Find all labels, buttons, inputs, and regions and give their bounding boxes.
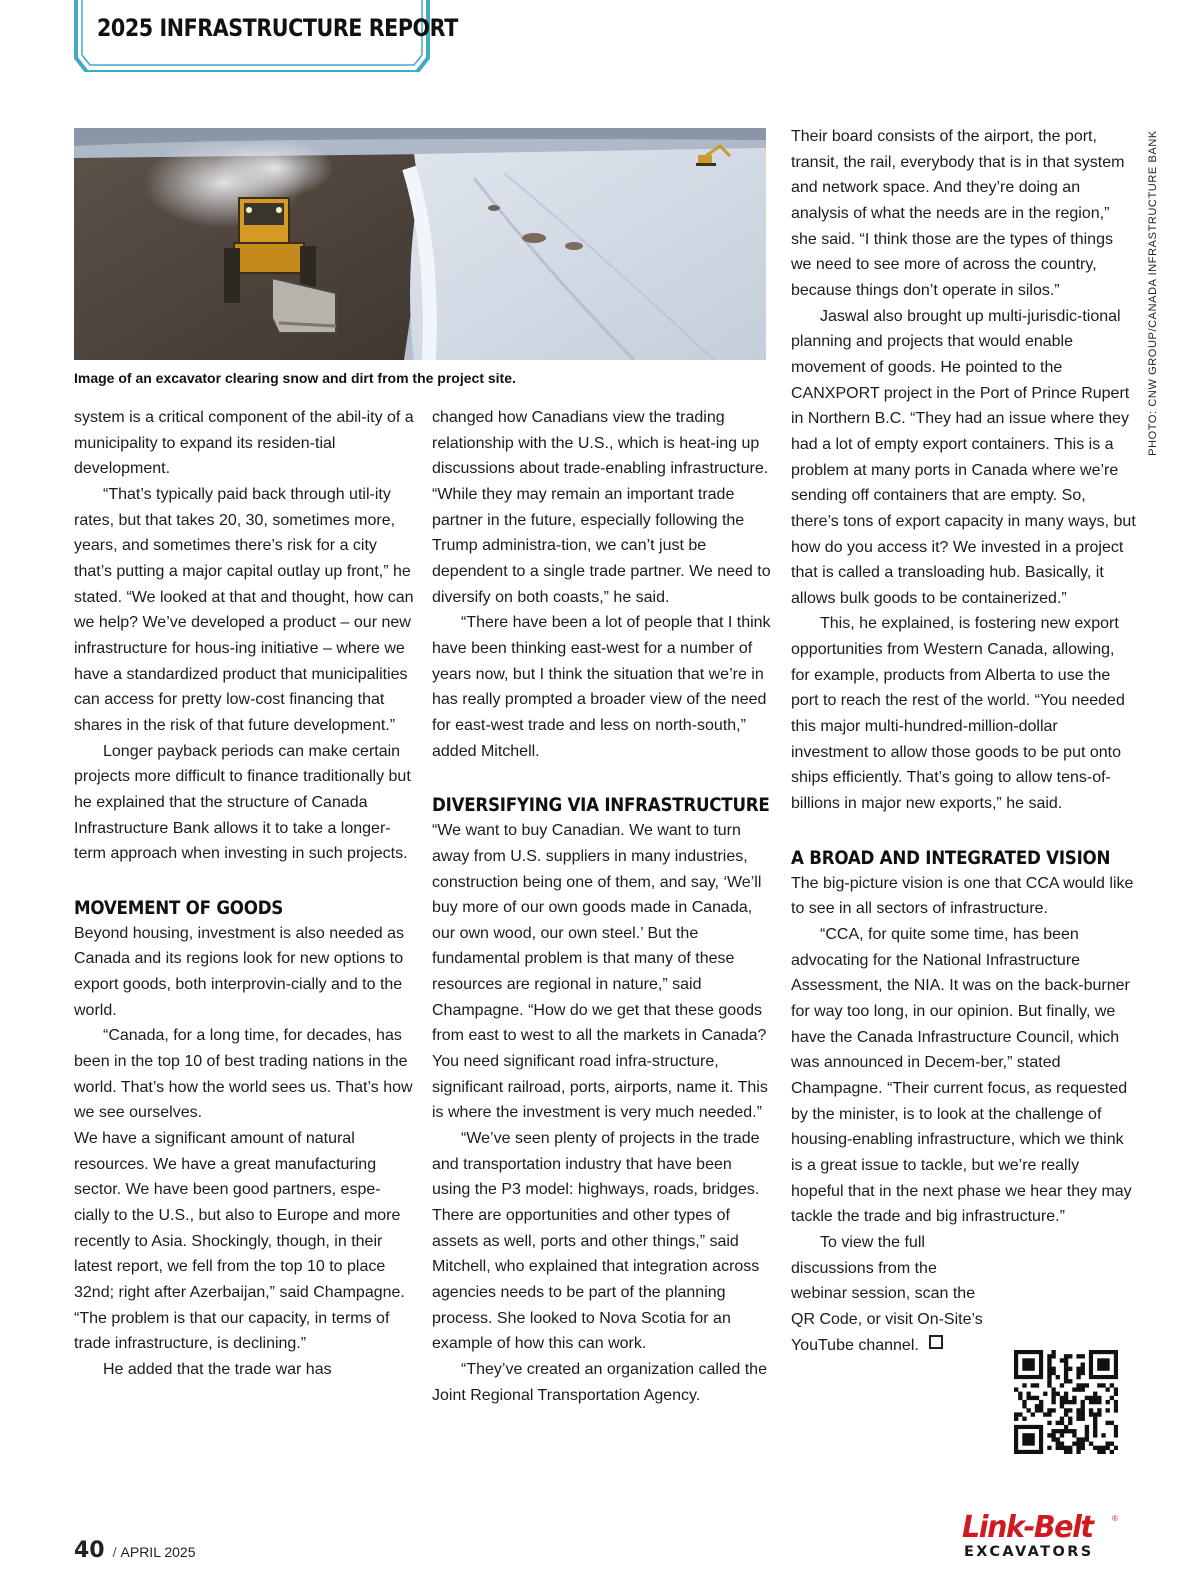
paragraph: changed how Canadians view the trading relationship with the U.S., which is heat-ing up discussions about trade-enabling infrastructure. “While they may remain an important trade partner in the future, especially following the Trump administra-tion, we can’t just be dependent to a single trade partner. We need to diversify on both coasts,” he said.: [432, 409, 771, 606]
logo-registered-mark: ®: [1112, 1514, 1118, 1523]
qr-call-to-action: [791, 1230, 996, 1358]
paragraph: Longer payback periods can make certain projects more difficult to finance traditionally but he explained that the structure of Canada Infrastructure Bank allows it to take a longer-term approach when investing in such projects.: [74, 742, 411, 863]
page-number: 40: [74, 1538, 105, 1563]
link-belt-logo[interactable]: [962, 1510, 1120, 1564]
page-footer: [74, 1538, 196, 1563]
excavator-photo: [74, 128, 766, 360]
paragraph: “We’ve seen plenty of projects in the trade and transportation industry that have been using the P3 model: highways, roads, bridges. There are opportunities and other types of assets as well, ports and other things,” said Mitchell, who explained that integration across agencies needs to be part of the planning process. She looked to Nova Scotia for an example of how this can work.: [432, 1130, 760, 1353]
paragraph: “That’s typically paid back through util-ity rates, but that takes 20, 30, sometimes more, years, and sometimes there’s risk for a city that’s putting a major capital outlay up front,” he stated. “We looked at that and thought, how can we help? We’ve developed a product – our new infrastructure for hous-ing initiative – where we have a standardized product that municipalities can access for pretty low-cost financing that shares in the risk of that future development.”: [74, 485, 414, 734]
paragraph: He added that the trade war has: [103, 1360, 332, 1378]
qr-code-graphic: [1014, 1350, 1118, 1454]
paragraph: The big-picture vision is one that CCA would like to see in all sectors of infrastructure.: [791, 874, 1134, 918]
qr-call-to-action-text: To view the full discussions from the webinar session, scan the QR Code, or visit On-Site’s YouTube channel.: [791, 1233, 983, 1354]
photo-credit: [1146, 130, 1160, 456]
article-column-1: [74, 405, 414, 1383]
section-header-tab: [73, 0, 458, 72]
article-column-3: [791, 124, 1136, 1358]
paragraph: Beyond housing, investment is also needed as Canada and its regions look for new options to export goods, both interprovin-cially and to the world.: [74, 924, 404, 1019]
subheading-diversifying: DIVERSIFYING VIA INFRASTRUCTURE: [432, 794, 770, 817]
article-column-2: [432, 405, 772, 1408]
photo-caption: Image of an excavator clearing snow and dirt from the project site.: [74, 370, 516, 386]
logo-subtitle: EXCAVATORS: [964, 1544, 1094, 1560]
footer-separator: /: [112, 1544, 117, 1560]
paragraph: “There have been a lot of people that I think have been thinking east-west for a number of years now, but I think the situation that we’re in has really prompted a broader view of the need for east-west trade and less on north-south,” added Mitchell.: [432, 614, 771, 760]
paragraph: “They’ve created an organization called the Joint Regional Transportation Agency.: [432, 1360, 767, 1404]
subheading-broad-vision: A BROAD AND INTEGRATED VISION: [791, 846, 1111, 869]
paragraph: Their board consists of the airport, the port, transit, the rail, everybody that is in that system and network space. And they’re doing an analysis of what the needs are in the region,” she said. “I think those are the types of things we need to see more of across the country, because things don’t operate in silos.”: [791, 128, 1125, 299]
section-title: 2025 INFRASTRUCTURE REPORT: [97, 14, 458, 42]
subheading-movement-of-goods: MOVEMENT OF GOODS: [74, 896, 284, 919]
photo-credit-text: PHOTO: CNW GROUP/CANADA INFRASTRUCTURE BANK: [1147, 130, 1159, 456]
qr-code-icon[interactable]: [1014, 1350, 1118, 1454]
paragraph: “We want to buy Canadian. We want to turn away from U.S. suppliers in many industries, construction being one of them, and say, ‘We’ll buy more of our own goods made in Canada, our own wood, our own steel.’ But the fundamental problem is that many of these resources are regional in nature,” said Champagne. “How do we get that these goods from east to west to all the markets in Canada? You need significant road infra-structure, significant railroad, ports, airports, name it. This is where the investment is very much needed.”: [432, 822, 768, 1122]
paragraph: We have a significant amount of natural resources. We have a great manufacturing sector. We have been good partners, espe-cially to the U.S., but also to Europe and more recently to Asia. Shockingly, though, in their latest report, we fell from the top 10 to place 32nd; right after Azerbaijan,” said Champagne. “The problem is that our capacity, in terms of trade infrastructure, is declining.”: [74, 1130, 405, 1353]
paragraph: “CCA, for quite some time, has been advocating for the National Infrastructure Assessment, the NIA. It was on the back-burner for way too long, in our opinion. But finally, we have the Canada Infrastructure Council, which was announced in Decem-ber,” stated Champagne. “Their current focus, as requested by the minister, is to look at the challenge of housing-enabling infrastructure, which we think is a great issue to tackle, but we’re really hopeful that in the next phase we hear they may tackle the trade and big infrastructure.”: [791, 926, 1132, 1226]
issue-date: APRIL 2025: [120, 1544, 196, 1560]
paragraph: This, he explained, is fostering new export opportunities from Western Canada, allowing, for example, products from Alberta to use the port to reach the rest of the world. “You needed this major multi-hundred-million-dollar investment to allow those goods to be put onto ships efficiently. That’s going to allow tens-of-billions in major new exports,” he said.: [791, 615, 1125, 813]
paragraph: “Canada, for a long time, for decades, has been in the top 10 of best trading nations in the world. That’s how the world sees us. That’s how we see ourselves.: [74, 1027, 413, 1122]
logo-brand: Link-Belt: [962, 1510, 1093, 1545]
end-of-story-icon: [929, 1335, 943, 1349]
paragraph: system is a critical component of the abil-ity of a municipality to expand its residen-tial development.: [74, 409, 414, 478]
paragraph: Jaswal also brought up multi-jurisdic-tional planning and projects that would enable movement of goods. He pointed to the CANXPORT project in the Port of Prince Rupert in Northern B.C. “They had an issue where they had a lot of empty export containers. This is a problem at many ports in Canada where we’re sending off containers that are empty. So, there’s tons of export capacity in many ways, but how do you access it? We invested in a project that is called a transloading hub. Basically, it allows bulk goods to be containerized.”: [791, 307, 1136, 607]
